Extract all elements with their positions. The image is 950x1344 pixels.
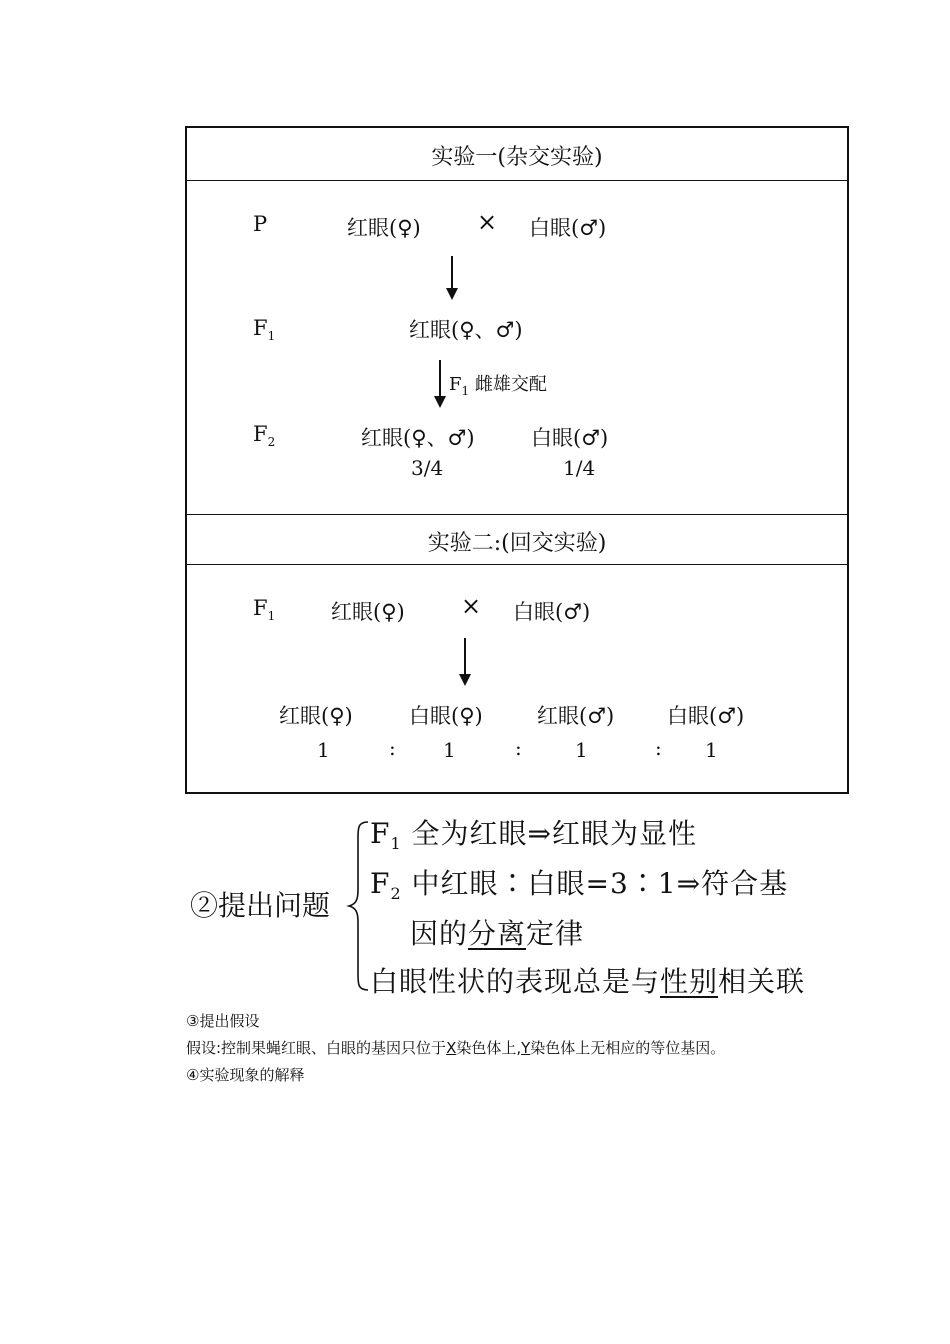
explanation-heading: ④实验现象的解释 [186, 1066, 305, 1084]
down-arrow-icon [434, 360, 446, 408]
ratio-value: 1 [443, 738, 456, 762]
experiment2-title: 实验二:(回交实验) [427, 531, 607, 556]
hypothesis-heading: ③提出假设 [186, 1012, 260, 1030]
offspring-white-female: 白眼(♀) [409, 704, 483, 728]
experiment-table [185, 126, 849, 794]
mating-note: $F_1$ 雌雄交配 [449, 374, 547, 398]
question-line-3: 因的分离定律 [410, 917, 585, 950]
ratio-separator: : [515, 736, 522, 760]
f2-red-ratio: 3/4 [411, 456, 444, 480]
down-arrow-icon [446, 256, 458, 300]
divider [187, 180, 847, 181]
question-line-4: 白眼性状的表现总是与性别相关联 [370, 965, 806, 998]
cross-symbol: × [461, 592, 482, 620]
left-brace-icon [346, 818, 372, 994]
divider [187, 564, 847, 565]
exp2-male: 白眼(♂) [513, 600, 591, 624]
ratio-value: 1 [575, 738, 588, 762]
offspring-red-male: 红眼(♂) [537, 704, 615, 728]
ratio-separator: : [655, 736, 662, 760]
offspring-red-female: 红眼(♀) [279, 704, 353, 728]
question-line-1: $F_1$ 全为红眼⇒红眼为显性 [370, 817, 697, 853]
hypothesis-text: 假设:控制果蝇红眼、白眼的基因只位于X染色体上,Y染色体上无相应的等位基因。 [186, 1039, 726, 1057]
f2-red: 红眼(♀、♂) [361, 426, 475, 450]
exp2-female: 红眼(♀) [331, 600, 405, 624]
ratio-value: 1 [317, 738, 330, 762]
question-heading: ②提出问题 [190, 889, 331, 922]
f2-white-ratio: 1/4 [563, 456, 596, 480]
p-female: 红眼(♀) [347, 216, 421, 240]
f2-label: $F_2$ [253, 422, 276, 449]
f1-label: $F_1$ [253, 316, 276, 343]
question-line-2: $F_2$ 中红眼∶白眼=3∶1⇒符合基 [370, 867, 789, 903]
offspring-white-male: 白眼(♂) [667, 704, 745, 728]
f1-phenotype: 红眼(♀、♂) [409, 318, 523, 342]
divider [187, 514, 847, 515]
exp2-f1-label: $F_1$ [253, 596, 276, 623]
ratio-separator: : [389, 736, 396, 760]
p-male: 白眼(♂) [529, 216, 607, 240]
p-label: P [253, 212, 268, 236]
f2-white: 白眼(♂) [531, 426, 609, 450]
ratio-value: 1 [705, 738, 718, 762]
experiment1-title: 实验一(杂交实验) [431, 145, 603, 170]
down-arrow-icon [459, 638, 471, 686]
cross-symbol: × [477, 208, 498, 236]
